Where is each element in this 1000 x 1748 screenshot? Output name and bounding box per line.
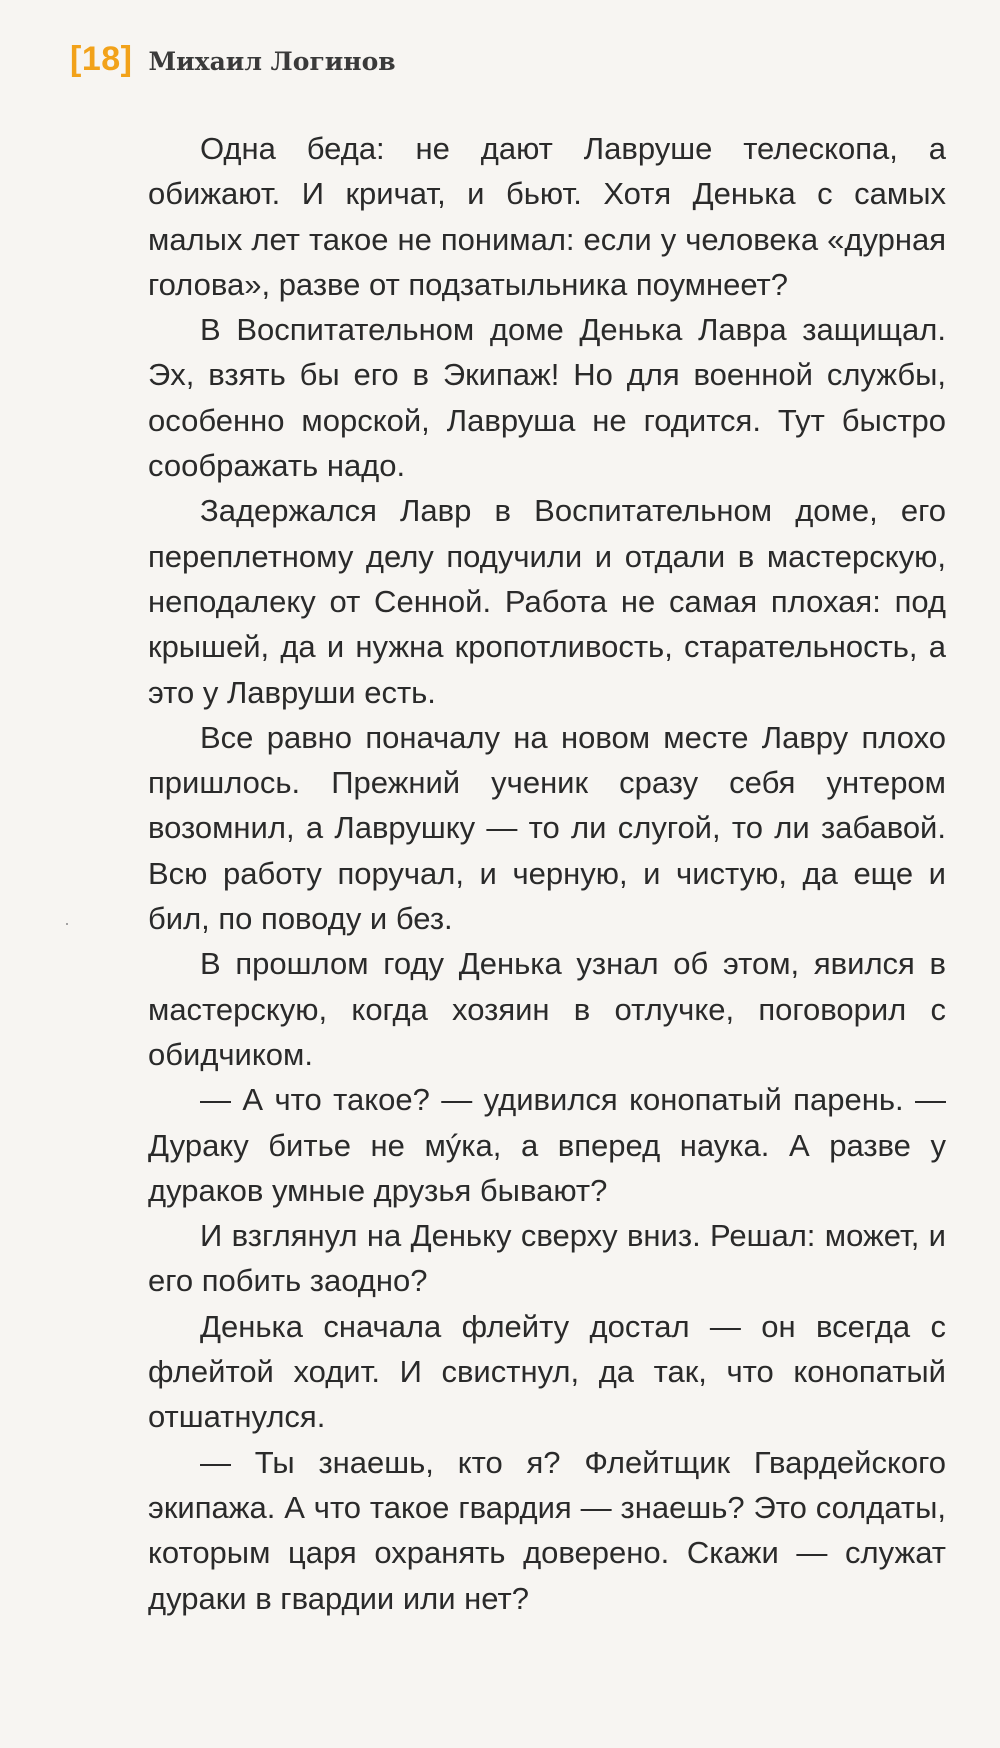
- paragraph: Денька сначала флейту достал — он всегда с флейтой ходит. И свистнул, да так, что конопатый отшатнулся.: [148, 1308, 946, 1435]
- page-number: [18]: [70, 39, 133, 78]
- paragraph: — А что такое? — удивился конопатый парень. — Дураку битье не мýка, а вперед наука. А разве у дураков умные друзья бывают?: [148, 1082, 946, 1208]
- paragraph: — Ты знаешь, кто я? Флейтщик Гвардейского экипажа. А что такое гвардия — знаешь? Это солдаты, которым царя охранять доверено. Скажи — служат дураки в гвардии или нет?: [148, 1444, 946, 1616]
- paragraph: В Воспитательном доме Денька Лавра защищал. Эх, взять бы его в Экипаж! Но для военной службы, особенно морской, Лавруша не годится. Тут быстро соображать надо.: [148, 312, 946, 484]
- body-text: [148, 126, 946, 1621]
- page-header: [70, 36, 396, 82]
- running-head-author: Михаил Логинов: [148, 46, 396, 76]
- scan-speck: [66, 923, 68, 925]
- paragraph: Одна беда: не дают Лавруше телескопа, а обижают. И кричат, и бьют. Хотя Денька с самых малых лет такое не понимал: если у человека «дурная голова», разве от подзатыльника поумнеет?: [148, 131, 946, 302]
- paragraph: Задержался Лавр в Воспитательном доме, его переплетному делу подучили и отдали в мастерскую, неподалеку от Сенной. Работа не самая плохая: под крышей, да и нужна кропотливость, старательность, а это у Лавруши есть.: [148, 493, 946, 710]
- paragraph: Все равно поначалу на новом месте Лавру плохо пришлось. Прежний ученик сразу себя унтером возомнил, а Лаврушку — то ли слугой, то ли забавой. Всю работу поручал, и черную, и чистую, да еще и бил, по поводу и без.: [148, 719, 946, 937]
- paragraph: И взглянул на Деньку сверху вниз. Решал: может, и его побить заодно?: [148, 1218, 946, 1299]
- paragraph: В прошлом году Денька узнал об этом, явился в мастерскую, когда хозяин в отлучке, поговорил с обидчиком.: [148, 946, 946, 1072]
